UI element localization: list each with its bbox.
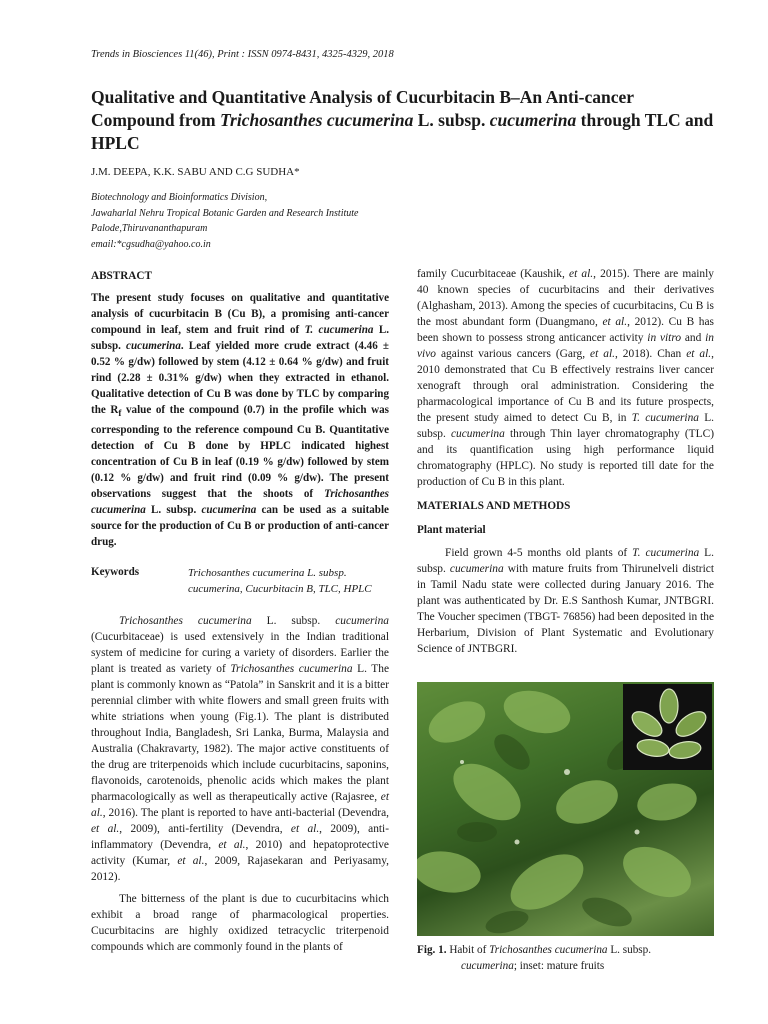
affiliation-line: Palode,Thiruvananthapuram: [91, 223, 208, 234]
abstract-span: can be used as a suitable source for the production of Cu B or production of anti-cancer drug.: [91, 504, 389, 549]
title-subspecies: cucumerina: [489, 110, 577, 130]
intro-etal: et al.: [569, 268, 594, 280]
caption-span: L. subsp.: [607, 944, 652, 956]
affiliation-line: Biotechnology and Bioinformatics Division,: [91, 192, 268, 203]
pm-span: L. subsp.: [417, 547, 714, 575]
intro-italic: in vivo: [417, 332, 714, 360]
intro-species: cucumerina: [335, 615, 389, 627]
title-part: through TLC and HPLC: [91, 110, 714, 153]
intro-span: , 2016). The plant is reported to have anti-bacterial (Devendra,: [102, 807, 389, 819]
intro-span: against various cancers (Garg,: [435, 348, 591, 360]
pm-species: cucumerina: [449, 563, 504, 575]
intro-span: , 2012). Cu B has been shown to possess strong anticancer activity: [417, 316, 714, 344]
intro-paragraph-2: The bitterness of the plant is due to cucurbitacins which exhibit a broad range of pharmacological properties. Cucurbitacins are highly oxidized tetracyclic triterpenoid compounds which are commonly found in the plants of: [91, 893, 389, 953]
intro-span: , 2010) and hepatoprotective activity (Kumar,: [91, 839, 389, 867]
intro-span: , 2009), anti-fertility (Devendra,: [119, 823, 291, 835]
figure-plant-photo: [417, 682, 714, 936]
intro-etal: et al.: [177, 855, 205, 867]
intro-species: Trichosanthes cucumerina: [119, 615, 252, 627]
abstract-span: value of the compound (0.7) in the profile which was corresponding to the reference compound Cu B. Quantitative detection of Cu B done by HPLC indicated highest concentration of Cu B in leaf (0.19 % g/dw) followed by stem (0.12 % g/dw) and fruit rind (0.09 % g/dw). The present observations suggest that the shoots of: [91, 404, 389, 501]
intro-span: through Thin layer chromatography (TLC) and its quantification using high performance liquid chromatography (HPLC). No study is reported till date for the production of Cu B in this plant.: [417, 428, 714, 488]
intro-span: L. The plant is commonly known as “Patola” in Sanskrit and it is a bitter perennial climber with white flowers and small green fruits with white striations when young (Fig.1). The plant is distributed throughout India, Bangladesh, Sri Lanka, Burma, Malaysia and Australia (Chakravarty, 1982). The major active constituents of the drug are triterpenoids which include cucurbitacins, saponins, flavonoids, carotenoids, phenolic acids which makes the plant pharmacologically as well as therapeutically active (Rajasree,: [91, 663, 390, 803]
authors: J.M. DEEPA, K.K. SABU AND C.G SUDHA*: [91, 166, 300, 178]
intro-span: , 2015). There are mainly 40 known species of cucurbitacins and their derivatives (Alghasham, 2013). Among the species of cucurbitacins, Cu B is the most abundant form (Duangmano,: [417, 268, 714, 328]
figure-caption: [417, 942, 714, 974]
journal-header: Trends in Biosciences 11(46), Print : ISSN 0974-8431, 4325-4329, 2018: [91, 49, 394, 60]
intro-etal: et al.: [590, 348, 615, 360]
pm-species: T. cucumerina: [632, 547, 700, 559]
title-part: Qualitative and Quantitative Analysis of Cucurbitacin B–An Anti-cancer Compound from: [91, 87, 634, 130]
affiliation-email: email:*cgsudha@yahoo.co.in: [91, 238, 211, 250]
plant-material-heading: Plant material: [417, 524, 486, 536]
abstract-span: The present study focuses on qualitative and quantitative analysis of cucurbitacin B (Cu B), a promising anti-cancer compound in leaf, stem and fruit rind of: [91, 292, 389, 336]
plant-material-paragraph: [417, 545, 714, 657]
inset-fruits-photo: [623, 684, 712, 770]
introduction-left: [91, 613, 389, 955]
intro-etal: et al.: [91, 791, 389, 819]
intro-span: L. subsp.: [251, 615, 336, 627]
intro-etal: et al.: [91, 823, 120, 835]
intro-span: , 2009, Rajasekaran and Periyasamy, 2012).: [91, 855, 389, 883]
abstract-species: T. cucumerina: [304, 324, 374, 336]
abstract-span: L. subsp.: [145, 504, 202, 517]
abstract-span: L. subsp.: [91, 324, 389, 352]
intro-species: Trichosanthes cucumerina: [230, 663, 353, 675]
caption-label: Fig. 1.: [417, 944, 447, 956]
pm-span: with mature fruits from Thirunelveli district in Tamil Nadu state were collected during January 2016. The plant was authenticated by Dr. E.S Santhosh Kumar, JNTBGRI. The Voucher specimen (TBGT- 76856) had been deposited in the Herbarium, Division of Plant Systematic and Evolutionary Science of JNTBGRI.: [417, 563, 714, 655]
keywords-label: Keywords: [91, 566, 140, 578]
abstract-species: cucumerina: [126, 340, 181, 352]
abstract-text: [91, 290, 389, 550]
materials-methods-heading: MATERIALS AND METHODS: [417, 500, 571, 512]
caption-span: ; inset: mature fruits: [513, 960, 605, 972]
intro-etal: et al.: [290, 823, 320, 835]
caption-species: Trichosanthes cucumerina: [489, 944, 608, 956]
intro-etal: et al.: [602, 316, 628, 328]
intro-span: (Cucurbitaceae) is used extensively in the Indian traditional system of medicine for curing a variety of disorders. Earlier the plant is treated as variety of: [91, 631, 389, 675]
intro-etal: et al.: [686, 348, 712, 360]
title-species: Trichosanthes cucumerina: [220, 110, 414, 130]
intro-span: , 2018). Chan: [614, 348, 687, 360]
intro-italic: in vitro: [647, 332, 682, 344]
caption-continuation: [417, 958, 714, 974]
abstract-species: Trichosanthes cucumerina: [91, 488, 389, 517]
caption-span: Habit of: [446, 944, 490, 956]
intro-etal: et al.: [218, 839, 246, 851]
intro-span: , 2010 demonstrated that Cu B effectively restrains liver cancer xenograft through oral administration. Considering the pharmacological importance of Cu B and its future prospects, the present study aimed to detect Cu B, in: [417, 348, 715, 424]
introduction-right: [417, 266, 714, 490]
intro-span: , 2009), anti-inflammatory (Devendra,: [91, 823, 390, 851]
intro-span: family Cucurbitaceae (Kaushik,: [417, 268, 570, 280]
intro-span: L. subsp.: [417, 412, 714, 440]
abstract-span: . Leaf yielded more crude extract (4.46 ± 0.52 % g/dw) followed by stem (4.12 ± 0.64 % g/dw) and fruit rind (2.28 ± 0.31% g/dw) when they extracted in ethanol. Qualitative detection of Cu B was done by TLC by comparing the R: [91, 340, 389, 416]
intro-species: cucumerina: [451, 428, 505, 440]
abstract-subscript: f: [118, 409, 122, 420]
keywords-text: Trichosanthes cucumerina L. subsp. cucumerina, Cucurbitacin B, TLC, HPLC: [188, 567, 372, 595]
paper-title: [91, 86, 719, 155]
fruits-illustration: [623, 684, 712, 770]
intro-paragraph-1: [91, 613, 389, 885]
affiliation-line: Jawaharlal Nehru Tropical Botanic Garden and Research Institute: [91, 207, 359, 219]
caption-species: cucumerina: [461, 960, 514, 972]
title-part: L. subsp.: [413, 110, 490, 130]
pm-span: Field grown 4-5 months old plants of: [445, 547, 633, 559]
plant-material-text: [417, 545, 714, 657]
intro-span: and: [681, 332, 706, 344]
abstract-species: cucumerina: [201, 504, 257, 517]
abstract-heading: ABSTRACT: [91, 270, 152, 282]
intro-species: T. cucumerina: [631, 412, 699, 424]
affiliation: [91, 190, 358, 252]
